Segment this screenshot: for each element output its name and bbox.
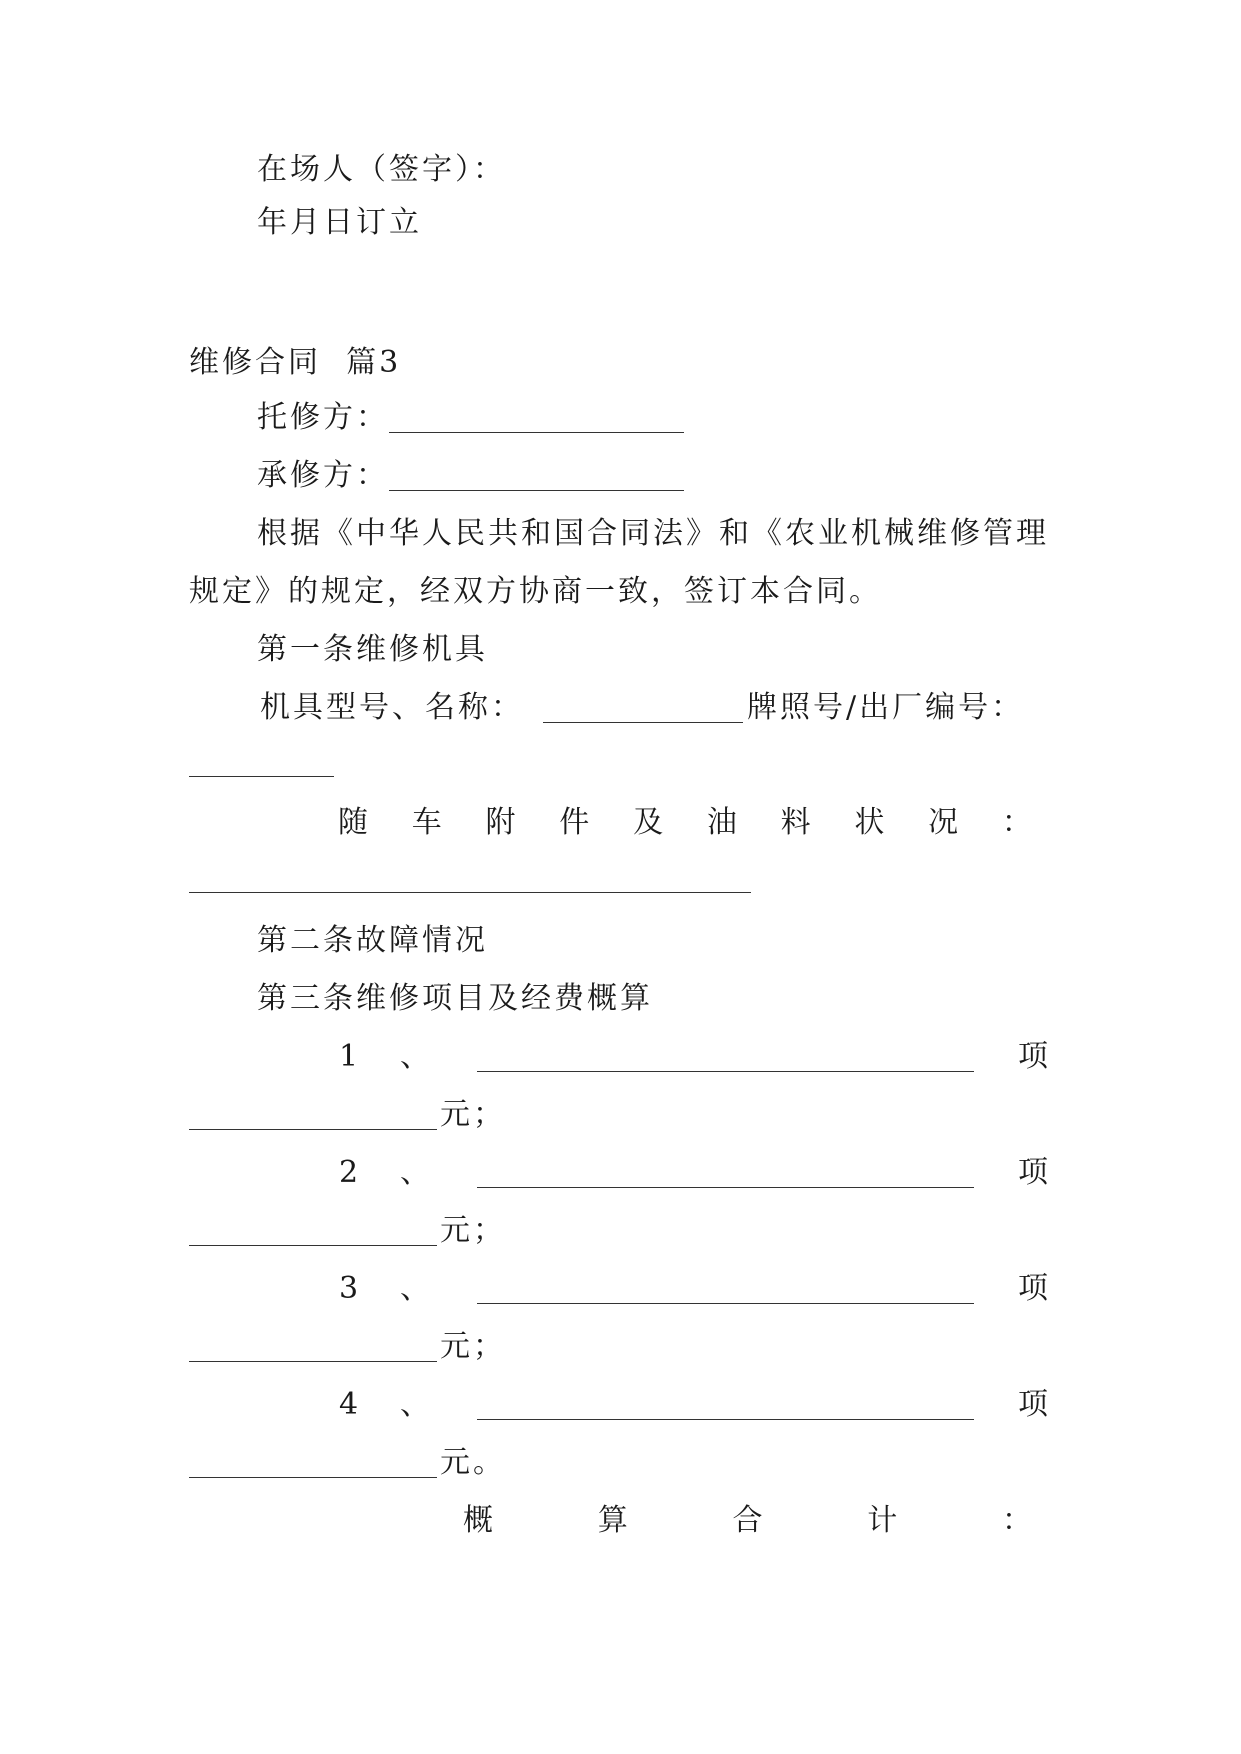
- item-unit-label: 项: [1018, 1271, 1051, 1306]
- item-unit-label: 项: [1018, 1155, 1051, 1190]
- preamble-line-1: 根据《中华人民共和国合同法》和《农业机械维修管理: [257, 516, 1049, 551]
- item-amount-blank: [189, 1245, 437, 1246]
- repair-party-blank: [389, 490, 684, 491]
- estimate-total-char: 算: [597, 1503, 628, 1538]
- estimate-total-char: ：: [1002, 1503, 1032, 1538]
- accessories-oil-status-blank: [189, 892, 751, 893]
- item-number: 3: [339, 1271, 362, 1306]
- repair-party-label: 承修方：: [257, 458, 389, 493]
- item-number: 4: [339, 1387, 362, 1422]
- entrusting-party-label: 托修方：: [257, 400, 389, 435]
- item-yuan-label: 元；: [440, 1213, 506, 1248]
- item-description-blank: [477, 1071, 974, 1072]
- estimate-total-char: 概: [463, 1503, 493, 1538]
- estimate-total-label: [463, 1501, 1032, 1541]
- machine-model-blank: [543, 722, 743, 723]
- item-description-blank: [477, 1187, 974, 1188]
- accessories-char: 件: [559, 805, 590, 840]
- preamble-line-2: 规定》的规定，经双方协商一致，签订本合同。: [189, 574, 882, 609]
- accessories-char: 油: [706, 805, 737, 840]
- present-person-signature-label: 在场人（签字）：: [257, 152, 506, 187]
- machine-model-label: 机具型号、名称：: [260, 690, 524, 725]
- item-separator: 、: [400, 1155, 433, 1190]
- item-description-blank: [477, 1303, 974, 1304]
- accessories-oil-status-label: [338, 803, 1032, 843]
- item-yuan-label: 元。: [440, 1445, 506, 1480]
- item-yuan-label: 元；: [440, 1097, 506, 1132]
- article-2-title: 第二条故障情况: [257, 923, 488, 958]
- item-unit-label: 项: [1018, 1387, 1051, 1422]
- item-separator: 、: [400, 1039, 433, 1074]
- entrusting-party-blank: [389, 432, 684, 433]
- contract-title: 维修合同 篇3: [189, 345, 402, 380]
- accessories-char: 随: [338, 805, 368, 840]
- accessories-char: 及: [633, 805, 664, 840]
- estimate-total-char: 合: [732, 1503, 763, 1538]
- item-number: 1: [339, 1039, 362, 1074]
- item-unit-label: 项: [1018, 1039, 1051, 1074]
- accessories-char: 附: [485, 805, 516, 840]
- estimate-total-char: 计: [867, 1503, 898, 1538]
- item-separator: 、: [400, 1387, 433, 1422]
- item-amount-blank: [189, 1477, 437, 1478]
- article-3-title: 第三条维修项目及经费概算: [257, 981, 653, 1016]
- accessories-char: 料: [780, 805, 811, 840]
- item-amount-blank: [189, 1129, 437, 1130]
- date-established-line: 年月日订立: [257, 205, 422, 240]
- accessories-char: 状: [854, 805, 885, 840]
- item-yuan-label: 元；: [440, 1329, 506, 1364]
- accessories-char: 车: [411, 805, 442, 840]
- plate-number-blank: [189, 776, 334, 777]
- article-1-title: 第一条维修机具: [257, 632, 488, 667]
- item-separator: 、: [400, 1271, 433, 1306]
- item-number: 2: [339, 1155, 362, 1190]
- accessories-char: 况: [928, 805, 959, 840]
- accessories-char: ：: [1001, 805, 1032, 840]
- item-description-blank: [477, 1419, 974, 1420]
- plate-number-label: 牌照号/出厂编号：: [747, 690, 1025, 725]
- item-amount-blank: [189, 1361, 437, 1362]
